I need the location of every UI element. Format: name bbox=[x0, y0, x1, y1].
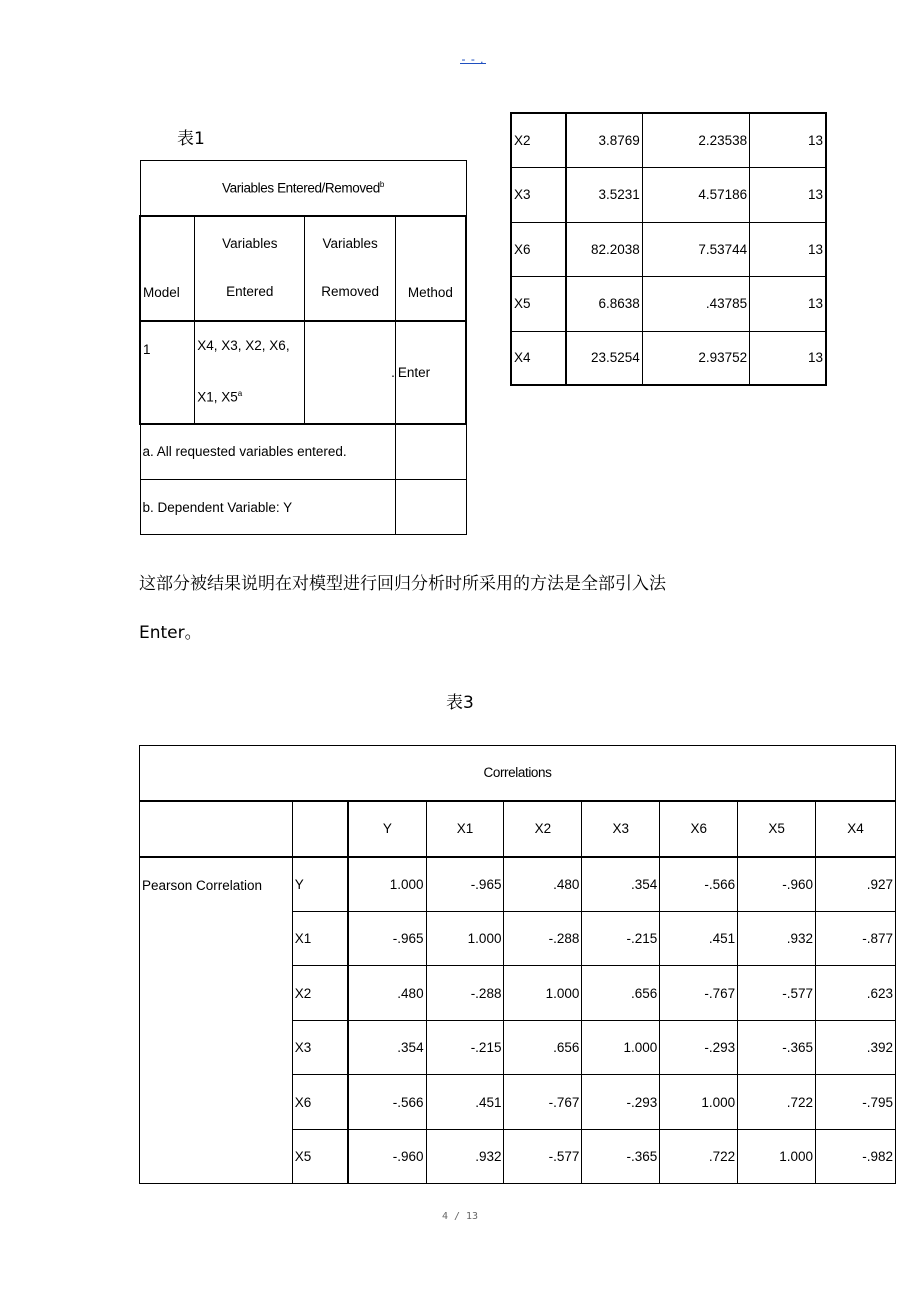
column-header: X2 bbox=[504, 801, 582, 857]
descriptive-statistics-table bbox=[510, 112, 827, 386]
correlation-cell: .451 bbox=[660, 912, 738, 966]
correlation-cell: .722 bbox=[660, 1130, 738, 1184]
std-deviation-value: 7.53744 bbox=[642, 222, 749, 276]
row-label: X5 bbox=[292, 1130, 348, 1184]
correlation-cell: -.982 bbox=[816, 1130, 896, 1184]
correlation-cell: .392 bbox=[816, 1021, 896, 1075]
explanation-paragraph-line2: Enter。 bbox=[139, 623, 202, 643]
correlation-cell: 1.000 bbox=[348, 857, 426, 912]
correlation-cell: -.767 bbox=[660, 966, 738, 1021]
correlation-cell: -.960 bbox=[738, 857, 816, 912]
correlation-cell: .927 bbox=[816, 857, 896, 912]
correlation-cell: .656 bbox=[582, 966, 660, 1021]
table-row bbox=[511, 222, 826, 276]
mean-value: 82.2038 bbox=[566, 222, 643, 276]
variable-label: X5 bbox=[511, 276, 566, 331]
page-number: 4 / 13 bbox=[441, 1211, 479, 1222]
correlations-title: Correlations bbox=[140, 746, 896, 801]
header-entered-line1: Variables bbox=[222, 236, 278, 251]
correlation-cell: .480 bbox=[348, 966, 426, 1021]
page-header-mark: - - . bbox=[458, 52, 488, 66]
correlation-cell: .623 bbox=[816, 966, 896, 1021]
correlation-cell: -.288 bbox=[504, 912, 582, 966]
header-model: Model bbox=[140, 216, 195, 321]
header-method: Method bbox=[395, 216, 466, 321]
correlation-cell: .354 bbox=[348, 1021, 426, 1075]
correlation-cell: -.215 bbox=[426, 1021, 504, 1075]
std-deviation-value: 4.57186 bbox=[642, 167, 749, 222]
column-header: Y bbox=[348, 801, 426, 857]
row-label: X3 bbox=[292, 1021, 348, 1075]
footnote-a-empty bbox=[395, 424, 466, 480]
header-entered-line2: Entered bbox=[226, 284, 274, 299]
table3-caption: 表3 bbox=[446, 693, 474, 713]
mean-value: 23.5254 bbox=[566, 331, 643, 385]
row-method: Enter bbox=[395, 321, 466, 424]
header-removed-line2: Removed bbox=[321, 284, 379, 299]
table-row bbox=[511, 331, 826, 385]
entered-sup: a bbox=[237, 389, 243, 399]
n-value: 13 bbox=[750, 331, 826, 385]
entered-line1: X4, X3, X2, X6, bbox=[197, 338, 290, 354]
n-value: 13 bbox=[750, 167, 826, 222]
header-variables-entered bbox=[195, 216, 305, 321]
header-removed-line1: Variables bbox=[322, 236, 378, 251]
correlation-cell: .656 bbox=[504, 1021, 582, 1075]
table1-title-sup: b bbox=[379, 180, 384, 189]
correlation-cell: .722 bbox=[738, 1075, 816, 1130]
correlation-cell: 1.000 bbox=[660, 1075, 738, 1130]
correlation-cell: -.577 bbox=[504, 1130, 582, 1184]
correlation-cell: 1.000 bbox=[738, 1130, 816, 1184]
mean-value: 3.8769 bbox=[566, 113, 643, 167]
header-empty-1 bbox=[140, 801, 293, 857]
correlation-cell: .451 bbox=[426, 1075, 504, 1130]
correlation-cell: -.215 bbox=[582, 912, 660, 966]
correlation-cell: .932 bbox=[738, 912, 816, 966]
table1-title: Variables Entered/Removed bbox=[222, 180, 380, 196]
row-label: X2 bbox=[292, 966, 348, 1021]
row-label: Y bbox=[292, 857, 348, 912]
row-variables-removed: . bbox=[305, 321, 395, 424]
table-row bbox=[140, 857, 896, 912]
correlation-cell: -.577 bbox=[738, 966, 816, 1021]
variable-label: X2 bbox=[511, 113, 566, 167]
column-header: X4 bbox=[816, 801, 896, 857]
column-header: X6 bbox=[660, 801, 738, 857]
correlation-cell: .354 bbox=[582, 857, 660, 912]
correlation-cell: -.365 bbox=[582, 1130, 660, 1184]
pearson-correlation-label: Pearson Correlation bbox=[140, 857, 293, 1184]
correlation-cell: .480 bbox=[504, 857, 582, 912]
variable-label: X3 bbox=[511, 167, 566, 222]
entered-line2-wrap bbox=[197, 370, 302, 422]
table1-title-cell bbox=[140, 161, 466, 216]
correlation-cell: 1.000 bbox=[426, 912, 504, 966]
row-model: 1 bbox=[140, 321, 195, 424]
row-variables-entered bbox=[195, 321, 305, 424]
mean-value: 6.8638 bbox=[566, 276, 643, 331]
correlation-cell: 1.000 bbox=[504, 966, 582, 1021]
correlation-cell: -.965 bbox=[348, 912, 426, 966]
std-deviation-value: 2.93752 bbox=[642, 331, 749, 385]
explanation-paragraph-line1: 这部分被结果说明在对模型进行回归分析时所采用的方法是全部引入法 bbox=[139, 574, 666, 594]
correlation-cell: -.288 bbox=[426, 966, 504, 1021]
correlations-table bbox=[139, 745, 896, 1184]
mean-value: 3.5231 bbox=[566, 167, 643, 222]
column-header: X3 bbox=[582, 801, 660, 857]
column-header: X5 bbox=[738, 801, 816, 857]
correlation-cell: -.365 bbox=[738, 1021, 816, 1075]
correlation-cell: -.877 bbox=[816, 912, 896, 966]
correlation-cell: .932 bbox=[426, 1130, 504, 1184]
table1-caption: 表1 bbox=[177, 129, 205, 149]
row-label: X1 bbox=[292, 912, 348, 966]
table-row bbox=[511, 113, 826, 167]
correlation-cell: -.965 bbox=[426, 857, 504, 912]
std-deviation-value: .43785 bbox=[642, 276, 749, 331]
footnote-b: b. Dependent Variable: Y bbox=[140, 480, 395, 535]
footnote-b-empty bbox=[395, 480, 466, 535]
correlation-cell: -.795 bbox=[816, 1075, 896, 1130]
n-value: 13 bbox=[750, 113, 826, 167]
correlation-cell: -.293 bbox=[660, 1021, 738, 1075]
column-header: X1 bbox=[426, 801, 504, 857]
correlation-cell: -.767 bbox=[504, 1075, 582, 1130]
variable-label: X4 bbox=[511, 331, 566, 385]
table-row bbox=[511, 276, 826, 331]
correlation-cell: -.566 bbox=[660, 857, 738, 912]
n-value: 13 bbox=[750, 222, 826, 276]
footnote-a: a. All requested variables entered. bbox=[140, 424, 395, 480]
correlation-cell: 1.000 bbox=[582, 1021, 660, 1075]
variable-label: X6 bbox=[511, 222, 566, 276]
correlation-cell: -.960 bbox=[348, 1130, 426, 1184]
correlation-cell: -.566 bbox=[348, 1075, 426, 1130]
entered-line2: X1, X5 bbox=[197, 389, 238, 405]
row-label: X6 bbox=[292, 1075, 348, 1130]
table-row bbox=[511, 167, 826, 222]
correlation-cell: -.293 bbox=[582, 1075, 660, 1130]
header-variables-removed bbox=[305, 216, 395, 321]
header-empty-2 bbox=[292, 801, 348, 857]
std-deviation-value: 2.23538 bbox=[642, 113, 749, 167]
variables-entered-removed-table bbox=[139, 160, 467, 535]
n-value: 13 bbox=[750, 276, 826, 331]
